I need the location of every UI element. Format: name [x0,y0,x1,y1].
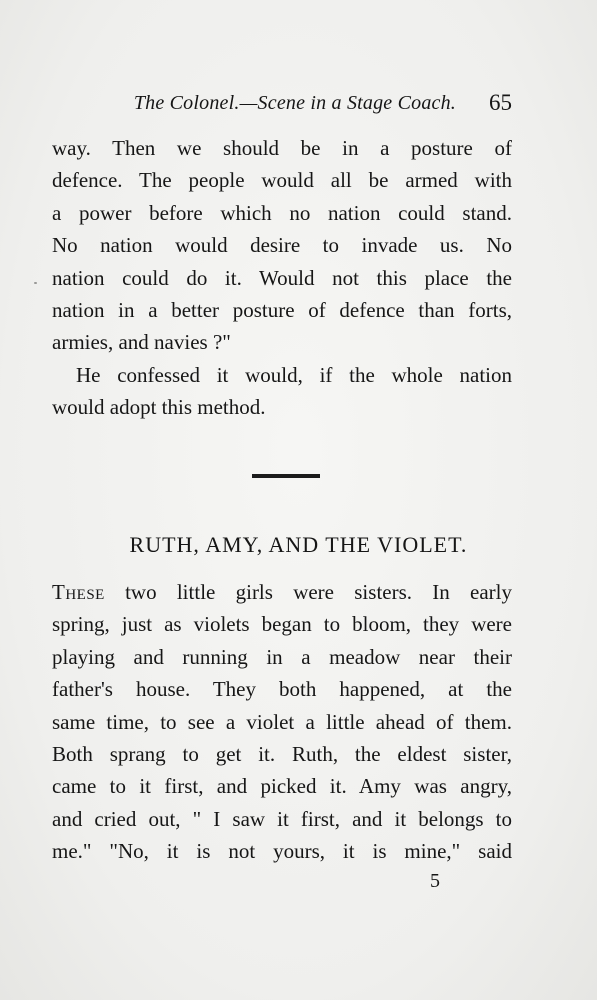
text-line-first [52,576,512,608]
text-line: spring, just as violets began to bloom, they were [52,612,512,637]
first-line-rest: two little girls were sisters. In early [104,580,512,604]
text-line: father's house. They both happened, at the [52,677,512,702]
paragraph-continued [52,132,512,359]
page-number: 65 [489,90,512,115]
running-head [52,92,512,122]
text-line: nation in a better posture of defence than forts, [52,298,512,323]
signature-mark: 5 [430,870,440,892]
text-line: nation could do it. Would not this place the [52,265,512,290]
text-line: a power before which no nation could stand. [52,200,512,225]
paragraph-confession [52,359,512,424]
paragraph-story [52,576,512,868]
text-line: Both sprang to get it. Ruth, the eldest sister, [52,742,512,767]
section-divider-rule [252,474,320,478]
text-line: way. Then we should be in a posture of [52,136,512,160]
text-line: and cried out, " I saw it first, and it belongs to [52,806,512,831]
text-line: armies, and navies ?" [52,330,231,355]
text-line: playing and running in a meadow near their [52,644,512,669]
section-title: RUTH, AMY, AND THE VIOLET. [129,532,468,557]
paper-speck [34,282,37,284]
text-line: defence. The people would all be armed with [52,168,512,193]
running-title: The Colonel.—Scene in a Stage Coach. [133,92,456,114]
lead-word: These [52,580,105,604]
text-line: He confessed it would, if the whole nation [76,363,512,387]
text-line: me." "No, it is not yours, it is mine," said [52,839,512,864]
text-line: came to it first, and picked it. Amy was angry, [52,774,512,799]
text-line: would adopt this method. [52,395,266,420]
text-line: same time, to see a violet a little ahead of them. [52,709,512,734]
text-line: No nation would desire to invade us. No [52,233,512,258]
